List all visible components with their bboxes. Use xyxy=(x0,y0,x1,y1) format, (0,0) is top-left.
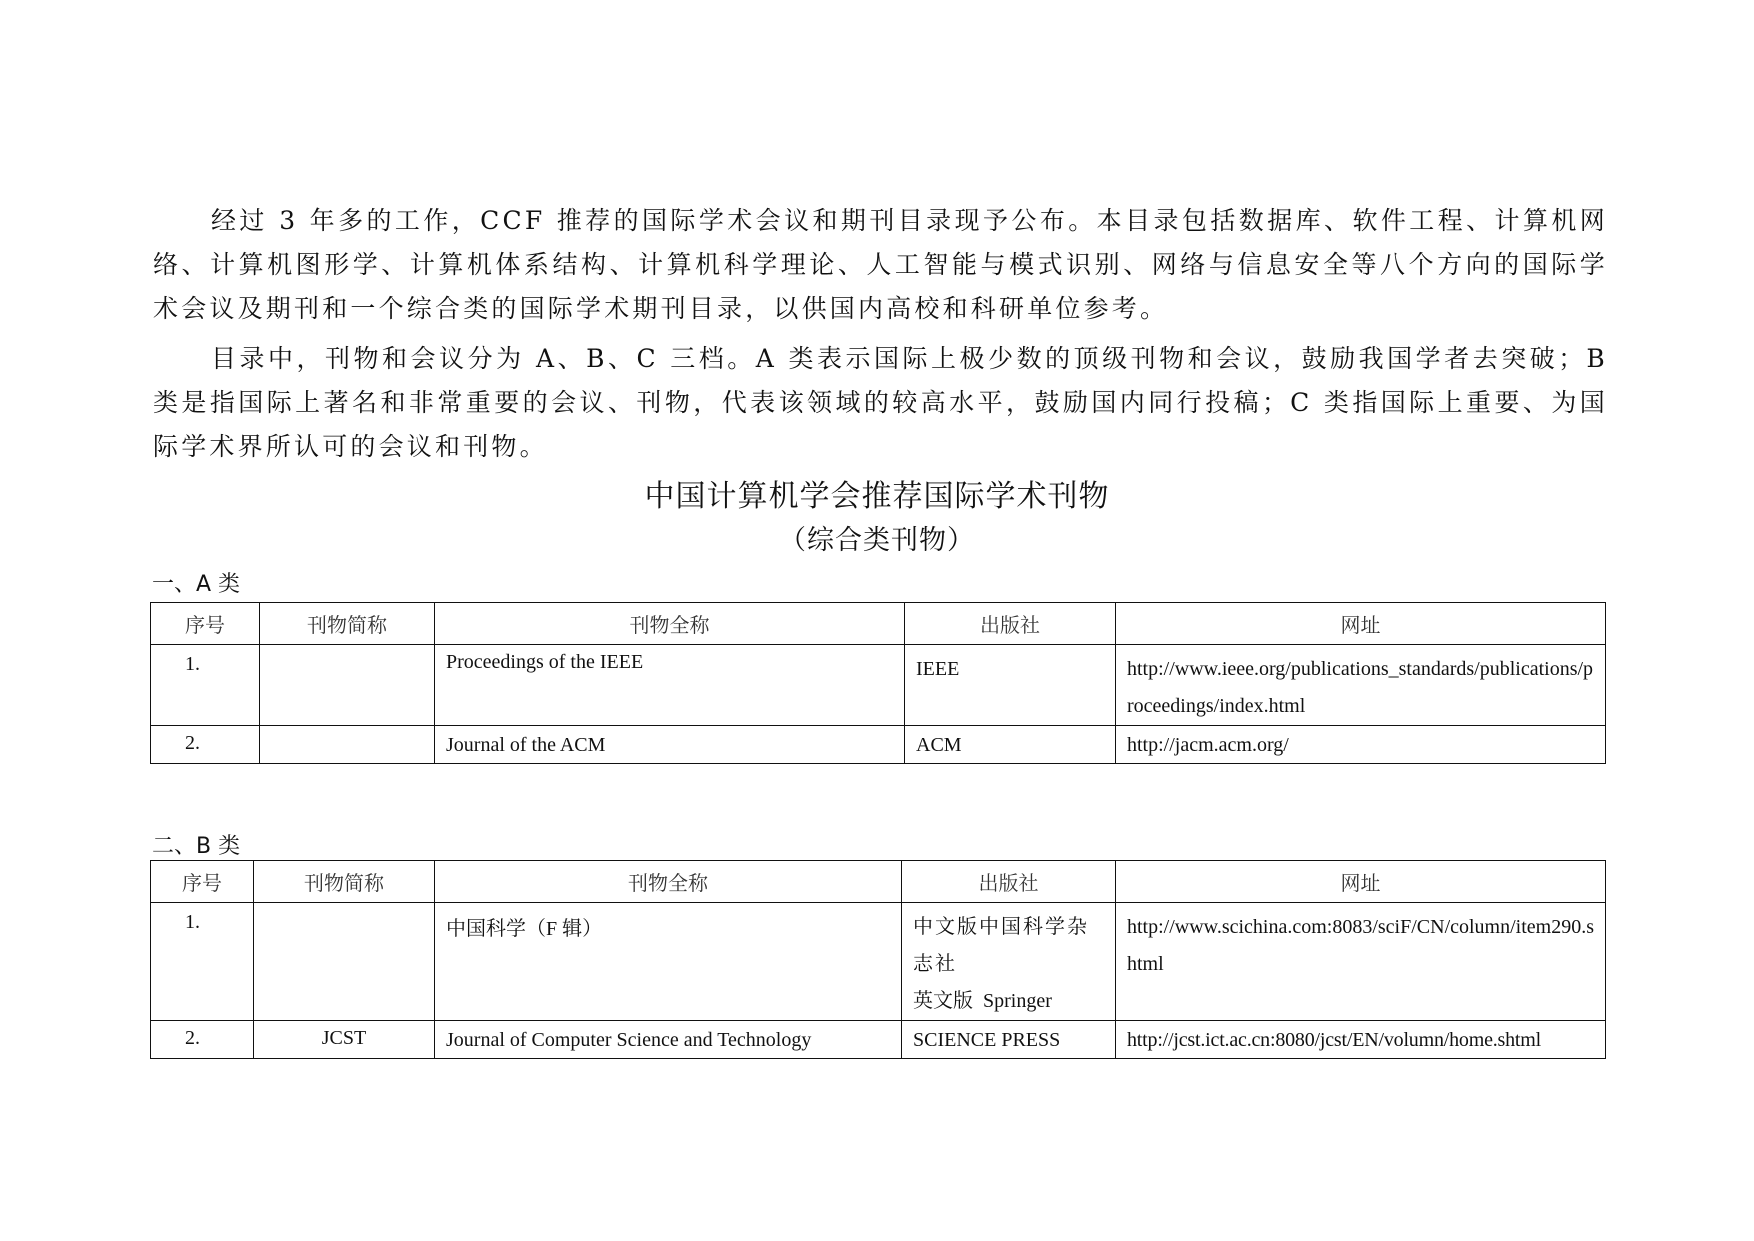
row-publisher xyxy=(902,903,1116,1021)
row-fullname: Proceedings of the IEEE xyxy=(435,645,905,726)
header-publisher: 出版社 xyxy=(902,861,1116,903)
row-publisher: ACM xyxy=(905,726,1116,764)
header-abbr: 刊物简称 xyxy=(260,603,435,645)
table-row xyxy=(151,1021,1606,1059)
header-fullname: 刊物全称 xyxy=(435,603,905,645)
row-index: 2. xyxy=(151,1021,254,1059)
publisher-line-1: 中文版中国科学杂志社 xyxy=(913,916,1089,975)
table-row xyxy=(151,726,1606,764)
table-header-row xyxy=(151,861,1606,903)
header-url: 网址 xyxy=(1116,861,1606,903)
header-url: 网址 xyxy=(1116,603,1606,645)
header-publisher: 出版社 xyxy=(905,603,1116,645)
intro-paragraph-1: 经过 3 年多的工作，CCF 推荐的国际学术会议和期刊目录现予公布。本目录包括数据库、软件工程、计算机网络、计算机图形学、计算机体系结构、计算机科学理论、人工智能与模式识别、网络与信息安全等八个方向的国际学术会议及期刊和一个综合类的国际学术期刊目录，以供国内高校和科研单位参考。 xyxy=(153,206,1608,323)
row-fullname: Journal of the ACM xyxy=(435,726,905,764)
page-title: 中国计算机学会推荐国际学术刊物 xyxy=(644,479,1110,514)
row-index: 1. xyxy=(151,645,260,726)
row-abbr xyxy=(260,726,435,764)
row-abbr xyxy=(254,903,435,1021)
table-header-row xyxy=(151,603,1606,645)
table-row xyxy=(151,645,1606,726)
section-a-heading: 一、A 类 xyxy=(152,572,241,597)
table-row xyxy=(151,903,1606,1021)
header-index: 序号 xyxy=(151,861,254,903)
row-index: 2. xyxy=(151,726,260,764)
journal-table-a xyxy=(150,602,1606,764)
row-fullname: Journal of Computer Science and Technology xyxy=(435,1021,902,1059)
intro-paragraph-2: 目录中，刊物和会议分为 A、B、C 三档。A 类表示国际上极少数的顶级刊物和会议，鼓励我国学者去突破；B 类是指国际上著名和非常重要的会议、刊物，代表该领域的较高水平，鼓励国内同行投稿；C 类指国际上重要、为国际学术界所认可的会议和刊物。 xyxy=(153,344,1608,461)
row-fullname: 中国科学（F 辑） xyxy=(435,903,902,1021)
row-url-link[interactable]: http://jacm.acm.org/ xyxy=(1116,726,1606,764)
row-url-link[interactable]: http://jcst.ict.ac.cn:8080/jcst/EN/volumn/home.shtml xyxy=(1116,1021,1606,1059)
section-b-heading: 二、B 类 xyxy=(152,834,241,859)
row-url-link[interactable]: http://www.scichina.com:8083/sciF/CN/column/item290.shtml xyxy=(1116,903,1606,1021)
row-publisher: SCIENCE PRESS xyxy=(902,1021,1116,1059)
header-abbr: 刊物简称 xyxy=(254,861,435,903)
journal-table-b xyxy=(150,860,1606,1059)
row-index: 1. xyxy=(151,903,254,1021)
page-subtitle: （综合类刊物） xyxy=(779,525,975,556)
header-fullname: 刊物全称 xyxy=(435,861,902,903)
row-abbr: JCST xyxy=(254,1021,435,1059)
publisher-line-2: 英文版 Springer xyxy=(913,990,1052,1012)
row-publisher: IEEE xyxy=(905,645,1116,726)
row-url-link[interactable]: http://www.ieee.org/publications_standards/publications/proceedings/index.html xyxy=(1116,645,1606,726)
row-abbr xyxy=(260,645,435,726)
header-index: 序号 xyxy=(151,603,260,645)
